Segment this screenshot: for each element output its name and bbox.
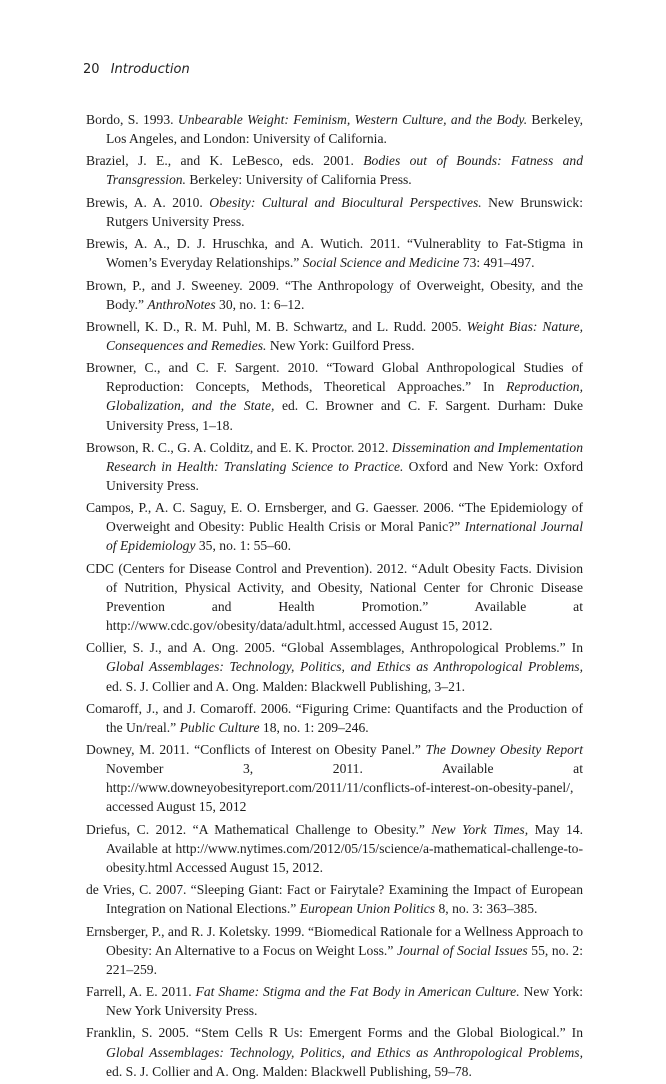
reference-entry bbox=[86, 1023, 583, 1080]
reference-title: Social Science and Medicine bbox=[302, 255, 460, 271]
reference-text: Brown, P., and J. Sweeney. 2009. “The Anthropology of Overweight, Obesity, and the Body.” bbox=[86, 277, 583, 312]
reference-title: The Downey Obesity Report bbox=[425, 742, 584, 758]
reference-text: Franklin, S. 2005. “Stem Cells R Us: Emergent Forms and the Global Biological.” In bbox=[86, 1025, 583, 1041]
reference-text: Browner, C., and C. F. Sargent. 2010. “Toward Global Anthropological Studies of Reproduction: Concepts, Methods, Theoretical Approaches.” In bbox=[86, 360, 583, 395]
reference-entry bbox=[86, 820, 583, 877]
reference-text: New York: Guilford Press. bbox=[266, 337, 415, 353]
reference-text: Brewis, A. A. 2010. bbox=[86, 194, 210, 210]
reference-text: Comaroff, J., and J. Comaroff. 2006. “Figuring Crime: Quantifacts and the Production of the Un/real.” bbox=[86, 700, 583, 735]
reference-text: ed. S. J. Collier and A. Ong. Malden: Blackwell Publishing, 59–78. bbox=[106, 1063, 472, 1079]
reference-title: Global Assemblages: Technology, Politics, and Ethics as Anthropological Problems, bbox=[106, 1044, 583, 1060]
reference-entry bbox=[86, 740, 583, 816]
reference-text: ed. C. Browner and C. F. Sargent. Durham: Duke University Press, 1–18. bbox=[106, 398, 583, 433]
reference-title: Bodies out of Bounds: Fatness and Transgression. bbox=[106, 153, 583, 188]
reference-entry bbox=[86, 276, 583, 314]
reference-text: Driefus, C. 2012. “A Mathematical Challenge to Obesity.” bbox=[86, 821, 432, 837]
reference-title: Unbearable Weight: Feminism, Western Culture, and the Body. bbox=[177, 112, 528, 127]
reference-text: Campos, P., A. C. Saguy, E. O. Ernsberger, and G. Gaesser. 2006. “The Epidemiology of Overweight and Obesity: Public Health Crisis or Moral Panic?” bbox=[86, 500, 583, 535]
reference-entry bbox=[86, 317, 583, 355]
reference-text: 35, no. 1: 55–60. bbox=[195, 538, 292, 554]
reference-entry bbox=[86, 110, 583, 148]
reference-title: Public Culture bbox=[179, 719, 260, 735]
reference-text: New Brunswick: Rutgers University Press. bbox=[106, 194, 583, 229]
reference-entry bbox=[86, 638, 583, 695]
reference-text: Berkeley: University of California Press. bbox=[185, 172, 412, 188]
reference-text: Collier, S. J., and A. Ong. 2005. “Global Assemblages, Anthropological Problems.” In bbox=[86, 640, 583, 656]
reference-entry bbox=[86, 234, 583, 272]
reference-text: ed. S. J. Collier and A. Ong. Malden: Blackwell Publishing, 3–21. bbox=[106, 678, 466, 694]
reference-text: Brownell, K. D., R. M. Puhl, M. B. Schwartz, and L. Rudd. 2005. bbox=[86, 318, 467, 334]
reference-entry bbox=[86, 922, 583, 979]
reference-text: Farrell, A. E. 2011. bbox=[86, 984, 196, 1000]
reference-entry bbox=[86, 699, 583, 737]
reference-entry bbox=[86, 193, 583, 231]
reference-entry bbox=[86, 358, 583, 434]
reference-entry bbox=[86, 151, 583, 189]
reference-text: CDC (Centers for Disease Control and Prevention). 2012. “Adult Obesity Facts. Division of Nutrition, Physical Activity, and Obesity, National Center for Chronic Disease Prevention and Health Promotion.” Available at http://www.cdc.gov/obesity/data/adult.html, accessed August 15, 2012. bbox=[86, 560, 583, 634]
reference-title: New York Times, bbox=[431, 821, 529, 837]
reference-title: Weight Bias: Nature, Consequences and Remedies. bbox=[106, 318, 583, 353]
reference-text: November 3, 2011. Available at http://www.downeyobesityreport.com/2011/11/conflicts-of-interest-on-obesity-panel/, accessed August 15, 2012 bbox=[106, 761, 583, 815]
reference-text: 73: 491–497. bbox=[459, 255, 535, 271]
section-title: Introduction bbox=[110, 62, 190, 77]
reference-title: Reproduction, Globalization, and the State, bbox=[106, 379, 583, 414]
reference-text: Oxford and New York: Oxford University Press. bbox=[106, 458, 583, 493]
reference-entry bbox=[86, 880, 583, 918]
reference-title: AnthroNotes bbox=[147, 296, 216, 312]
reference-text: Browson, R. C., G. A. Colditz, and E. K. Proctor. 2012. bbox=[86, 439, 392, 455]
reference-text: May 14. Available at http://www.nytimes.com/2012/05/15/science/a-mathematical-challenge-to-obesity.html Accessed August 15, 2012. bbox=[106, 821, 583, 875]
reference-text: Braziel, J. E., and K. LeBesco, eds. 2001. bbox=[86, 153, 364, 169]
reference-text: 30, no. 1: 6–12. bbox=[215, 296, 305, 312]
reference-title: European Union Politics bbox=[299, 901, 436, 917]
reference-text: 55, no. 2: 221–259. bbox=[106, 942, 583, 977]
reference-title: Global Assemblages: Technology, Politics, and Ethics as Anthropological Problems, bbox=[106, 659, 583, 675]
reference-title: Fat Shame: Stigma and the Fat Body in American Culture. bbox=[195, 984, 520, 1000]
reference-text: Downey, M. 2011. “Conflicts of Interest on Obesity Panel.” bbox=[86, 742, 426, 758]
reference-text: Ernsberger, P., and R. J. Koletsky. 1999. “Biomedical Rationale for a Wellness Approach to Obesity: An Alternative to a Focus on Weight Loss.” bbox=[86, 923, 583, 958]
reference-text: 18, no. 1: 209–246. bbox=[259, 719, 369, 735]
reference-list bbox=[86, 110, 583, 1084]
reference-text: Berkeley, Los Angeles, and London: University of California. bbox=[106, 112, 584, 147]
reference-entry bbox=[86, 498, 583, 555]
reference-text: Brewis, A. A., D. J. Hruschka, and A. Wutich. 2011. “Vulnerablity to Fat-Stigma in Women’s Everyday Relationships.” bbox=[86, 236, 583, 271]
reference-text: New York: New York University Press. bbox=[106, 984, 583, 1019]
reference-title: International Journal of Epidemiology bbox=[106, 519, 583, 554]
reference-entry bbox=[86, 438, 583, 495]
reference-entry bbox=[86, 982, 583, 1020]
page-number: 20 bbox=[83, 62, 100, 77]
reference-text: de Vries, C. 2007. “Sleeping Giant: Fact or Fairytale? Examining the Impact of European Integration on National Elections.” bbox=[86, 882, 583, 917]
reference-text: Bordo, S. 1993. bbox=[86, 112, 178, 127]
reference-title: Journal of Social Issues bbox=[396, 942, 528, 958]
running-head bbox=[83, 62, 190, 77]
reference-text: 8, no. 3: 363–385. bbox=[435, 901, 538, 917]
reference-entry bbox=[86, 559, 583, 635]
reference-title: Dissemination and Implementation Research in Health: Translating Science to Practice. bbox=[106, 439, 583, 474]
reference-title: Obesity: Cultural and Biocultural Perspectives. bbox=[209, 194, 482, 210]
